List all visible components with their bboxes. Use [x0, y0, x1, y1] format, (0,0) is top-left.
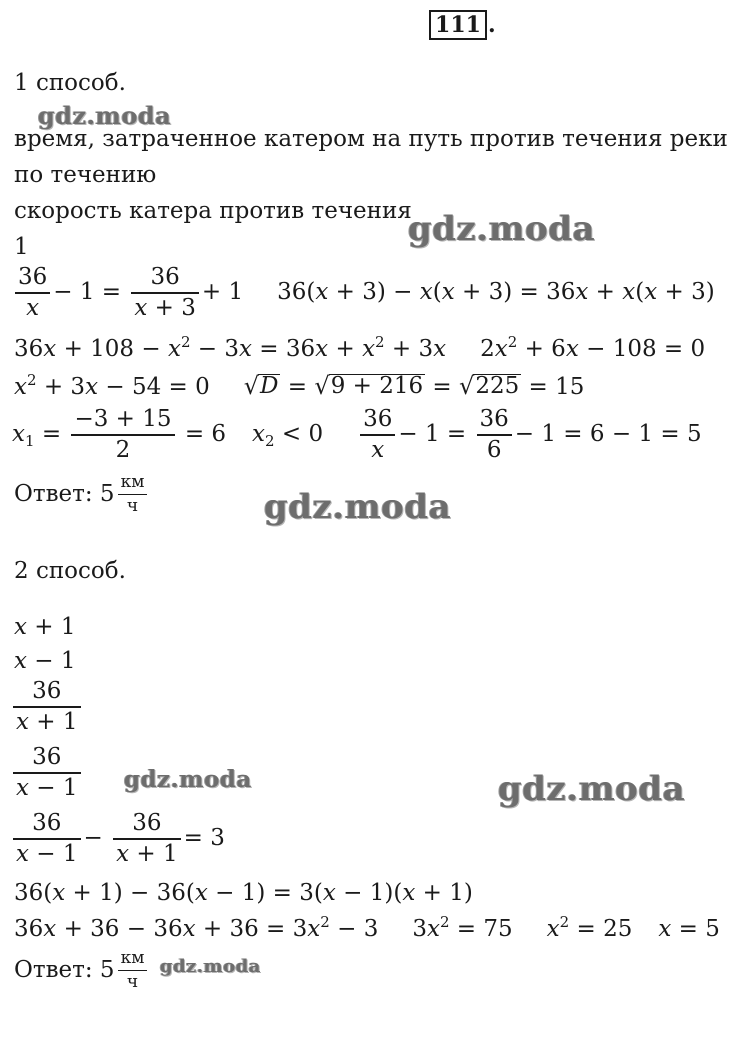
method1-line-downstream: по течению — [14, 162, 157, 188]
method1-answer-unit-den: ч — [118, 494, 148, 515]
method2-answer-unit-num: км — [120, 948, 145, 968]
problem-number-box — [429, 10, 487, 40]
method1-answer-label: Ответ: 5 — [14, 481, 115, 507]
method1-line-one: 1 — [14, 234, 29, 260]
method1-answer-unit-num: км — [120, 472, 145, 492]
method1-line-time: время, затраченное катером на путь против течения реки — [14, 126, 728, 152]
equation-row-3: $x^2 + 3x - 54 = 0$ √ D = √ 9 + 216 = √ 225 = 15 — [14, 371, 585, 400]
equation-row-4: $x_1$ = $\frac{-3 + 15}{2}$ = 6 $x_2 < 0$ $\frac{36}{x}$ − 1 = $\frac{36}{6}$ − 1 = 6 − 1 = 5 — [12, 406, 702, 463]
method2-answer — [14, 950, 150, 991]
equation-row-6: 36(x + 1) − 36(x − 1) = 3(x − 1)(x + 1) — [14, 880, 473, 906]
equation-row-1: $\frac{36}{x}$ − 1 = $\frac{36}{x + 3}$ + 1 36(x + 3) − x(x + 3) = 36x + x(x + 3) — [12, 266, 715, 320]
equation-row-2: $36x + 108 - x^2 - 3x = 36x + x^2 + 3x$ $2x^2 + 6x - 108 = 0$ — [14, 333, 706, 362]
method1-heading: 1 способ. — [14, 70, 126, 96]
watermark: gdz.moda — [264, 487, 452, 527]
problem-number-dot: . — [488, 12, 496, 38]
watermark: gdz.moda — [160, 956, 261, 977]
expr-36-over-x-minus-1: $\frac{36}{x - 1}$ — [10, 746, 84, 800]
expr-x-minus-1: x − 1 — [14, 648, 76, 674]
method2-answer-unit-den: ч — [118, 970, 148, 991]
watermark: gdz.moda — [124, 766, 252, 793]
watermark: gdz.moda — [408, 209, 596, 249]
watermark: gdz.moda — [38, 101, 172, 130]
equation-row-5: $\frac{36}{x - 1}$ − $\frac{36}{x + 1}$ = 3 — [10, 812, 225, 866]
method1-answer — [14, 474, 150, 515]
method2-answer-label: Ответ: 5 — [14, 957, 115, 983]
expr-x-plus-1: x + 1 — [14, 614, 76, 640]
method1-line-speed: скорость катера против течения — [14, 198, 412, 224]
watermark: gdz.moda — [498, 769, 686, 809]
equation-row-7: $36x + 36 - 36x + 36 = 3x^2 - 3$ $3x^2 = 75$ $x^2 = 25$ x = 5 — [14, 913, 720, 942]
problem-number: 111 — [435, 12, 481, 38]
expr-36-over-x-plus-1: $\frac{36}{x + 1}$ — [10, 680, 84, 734]
method2-heading: 2 способ. — [14, 558, 126, 584]
